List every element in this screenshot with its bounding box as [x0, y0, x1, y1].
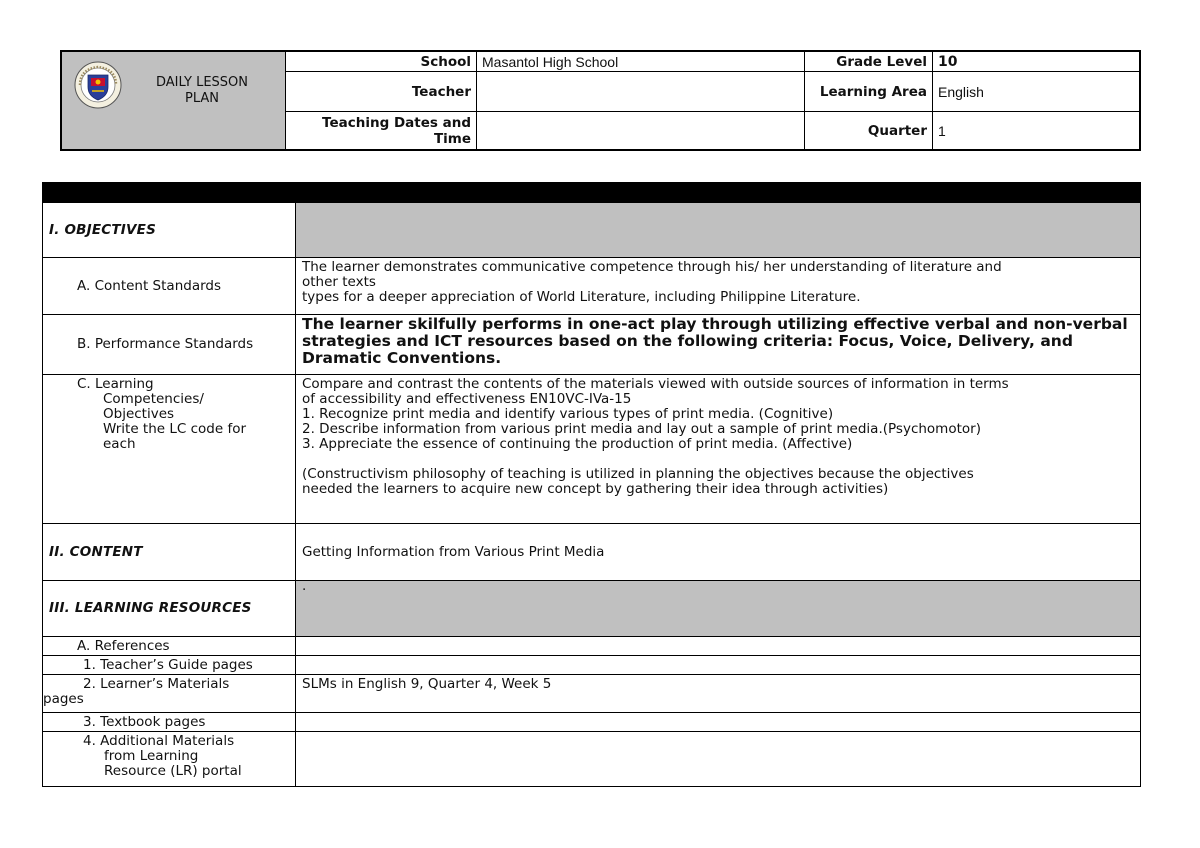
- quarter-value[interactable]: 1: [938, 122, 946, 139]
- grade-level-value[interactable]: 10: [933, 52, 1139, 72]
- learning-competencies-label: [42, 375, 296, 523]
- competency-line: 2. Describe information from various print media and lay out a sample of print media.(Psychomotor): [302, 421, 981, 437]
- lesson-plan-table: [42, 182, 1141, 787]
- learning-area-value[interactable]: English: [933, 72, 1139, 112]
- learners-materials-label-line: 2. Learner’s Materials: [83, 676, 230, 692]
- teacher-value[interactable]: [477, 72, 805, 112]
- teachers-guide-row: [42, 656, 1141, 675]
- objectives-heading: I. OBJECTIVES: [42, 203, 296, 257]
- content-standards-row: [42, 258, 1141, 315]
- teaching-dates-value[interactable]: [477, 112, 805, 149]
- school-label: School: [286, 52, 477, 72]
- competency-label-line: Write the LC code for: [103, 421, 247, 437]
- competency-label-line: C. Learning: [77, 376, 154, 392]
- objectives-heading-value: [296, 203, 1141, 257]
- grade-level-label: Grade Level: [805, 52, 933, 72]
- competency-label-line: Competencies/: [103, 391, 204, 407]
- additional-materials-value[interactable]: [296, 732, 1141, 786]
- teaching-dates-label: Teaching Dates and Time: [286, 112, 477, 149]
- content-section-row: [42, 524, 1141, 581]
- learning-competencies-row: [42, 375, 1141, 524]
- content-standards-value[interactable]: [296, 258, 1141, 314]
- competency-note-line: (Constructivism philosophy of teaching is utilized in planning the objectives because the objectives: [302, 466, 974, 482]
- content-standards-line: other texts: [302, 274, 376, 290]
- learning-resources-section-row: [42, 581, 1141, 637]
- competency-line: of accessibility and effectiveness EN10VC-IVa-15: [302, 391, 632, 407]
- content-standards-label: A. Content Standards: [42, 258, 296, 314]
- teachers-guide-value[interactable]: [296, 656, 1141, 674]
- content-standards-line: types for a deeper appreciation of World Literature, including Philippine Literature.: [302, 289, 861, 305]
- header-logo-cell: [62, 52, 286, 149]
- learners-materials-value[interactable]: SLMs in English 9, Quarter 4, Week 5: [296, 675, 1141, 712]
- references-label: A. References: [42, 637, 296, 655]
- competency-label-line: each: [103, 436, 136, 452]
- teacher-label: Teacher: [286, 72, 477, 112]
- competency-label-line: Objectives: [103, 406, 175, 422]
- references-row: [42, 637, 1141, 656]
- learners-materials-row: [42, 675, 1141, 713]
- learners-materials-label-line: pages: [43, 691, 84, 707]
- learning-competencies-value[interactable]: [296, 375, 1141, 523]
- performance-standards-value[interactable]: The learner skilfully performs in one-act play through utilizing effective verbal and non-verbal strategies and ICT resources based on the following criteria: Focus, Voice, Delivery, and Dramatic Conventions.: [296, 315, 1141, 374]
- competency-line: Compare and contrast the contents of the materials viewed with outside sources of information in terms: [302, 376, 1009, 392]
- references-value[interactable]: [296, 637, 1141, 655]
- teachers-guide-label: 1. Teacher’s Guide pages: [42, 656, 296, 674]
- performance-standards-label: B. Performance Standards: [42, 315, 296, 374]
- additional-materials-label-line: 4. Additional Materials: [83, 733, 235, 749]
- textbook-pages-row: [42, 713, 1141, 732]
- additional-materials-label-line: from Learning: [104, 748, 199, 764]
- quarter-label: Quarter: [805, 112, 933, 149]
- content-heading: II. CONTENT: [42, 524, 296, 580]
- learning-area-label: Learning Area: [805, 72, 933, 112]
- content-value[interactable]: Getting Information from Various Print Media: [296, 524, 1141, 580]
- textbook-pages-label: 3. Textbook pages: [42, 713, 296, 731]
- additional-materials-label-line: Resource (LR) portal: [104, 763, 242, 779]
- school-value[interactable]: Masantol High School: [477, 52, 805, 72]
- learners-materials-label: [42, 675, 296, 712]
- competency-line: 3. Appreciate the essence of continuing the production of print media. (Affective): [302, 436, 853, 452]
- competency-note-line: needed the learners to acquire new concept by gathering their idea through activities): [302, 481, 889, 497]
- additional-materials-label: [42, 732, 296, 786]
- content-standards-line: The learner demonstrates communicative competence through his/ her understanding of literature and: [302, 259, 1002, 275]
- performance-standards-row: [42, 315, 1141, 375]
- learning-resources-heading: III. LEARNING RESOURCES: [42, 581, 296, 636]
- objectives-section-row: [42, 203, 1141, 258]
- additional-materials-row: [42, 732, 1141, 787]
- learning-resources-value[interactable]: ·: [296, 581, 1141, 636]
- deped-seal-icon: [74, 61, 122, 109]
- table-header-bar: [42, 182, 1141, 203]
- header-table: [60, 50, 1141, 151]
- textbook-pages-value[interactable]: [296, 713, 1141, 731]
- competency-line: 1. Recognize print media and identify various types of print media. (Cognitive): [302, 406, 834, 422]
- plan-title: DAILY LESSON PLAN: [155, 75, 248, 106]
